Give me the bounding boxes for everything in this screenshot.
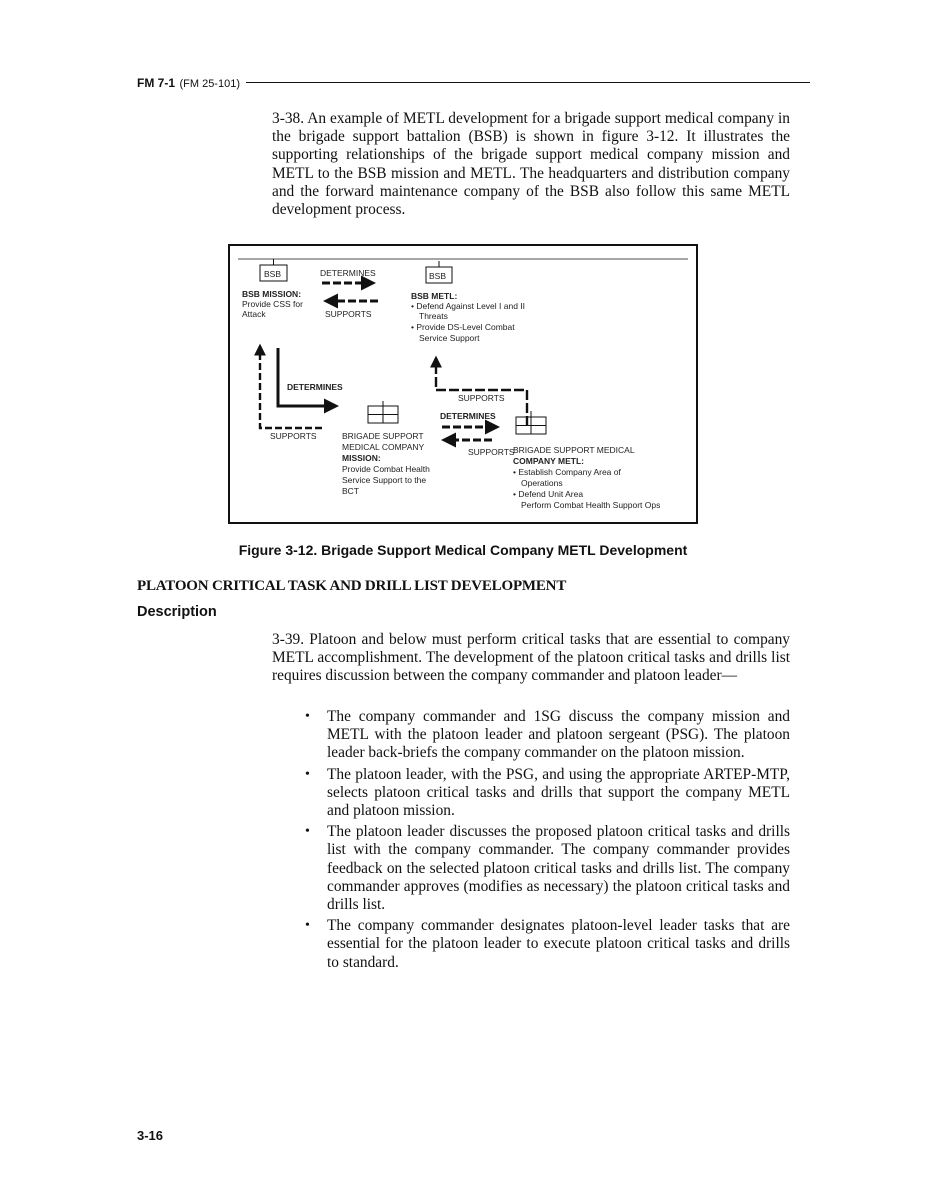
list-item-text: The platoon leader discusses the proposed platoon critical tasks and drills list with the company commander. The company commander provides feedback on the selected platoon critical tasks and drills list. The company commander approves (modifies as necessary) the platoon critical tasks and drills list. [327,823,790,914]
bullet-list [300,708,790,975]
bsmc-mission-line-2: Service Support to the [342,475,427,485]
supports-label-left: SUPPORTS [270,431,317,441]
bsb-mission-line-2: Attack [242,309,266,319]
determines-label-left: DETERMINES [287,382,343,392]
bsmc-metl-title-1: BRIGADE SUPPORT MEDICAL [513,445,635,455]
bullet-glyph: • [305,709,310,724]
subsection-heading: Description [137,604,217,620]
medical-company-symbol-left [368,401,398,423]
determines-label-middle: DETERMINES [440,411,496,421]
bsb-mission-title: BSB MISSION: [242,289,302,299]
supports-label-right: SUPPORTS [458,393,505,403]
bsmc-metl-title-2: COMPANY METL: [513,456,584,466]
supports-label-top: SUPPORTS [325,309,372,319]
supports-label-middle: SUPPORTS [468,447,515,457]
manual-number: FM 7-1 [137,76,176,90]
bsb-unit-symbol-right [426,261,452,283]
list-item [300,917,790,972]
bsb-metl-line-2: Threats [419,311,448,321]
section-heading: PLATOON CRITICAL TASK AND DRILL LIST DEVELOPMENT [137,578,567,594]
determines-arrow-left [278,348,336,406]
determines-label-top: DETERMINES [320,268,376,278]
bsb-unit-symbol-left [260,259,287,281]
figure-3-12 [228,244,698,524]
metl-diagram [230,246,696,522]
figure-caption: Figure 3-12. Brigade Support Medical Company METL Development [238,542,688,558]
list-item-text: The company commander and 1SG discuss the company mission and METL with the platoon leader and platoon sergeant (PSG). The platoon leader back-briefs the company commander on the platoon mission. [327,708,790,762]
header-text [137,74,246,92]
bullet-glyph: • [305,918,310,934]
bsb-mission-line-1: Provide CSS for [242,299,303,309]
bsb-metl-line-3: • Provide DS-Level Combat [411,322,515,332]
bsmc-mission-title-2: MEDICAL COMPANY [342,442,425,452]
list-item-text: The platoon leader, with the PSG, and using the appropriate ARTEP-MTP, selects platoon critical tasks and drills that support the company METL and platoon mission. [327,765,790,820]
page-number: 3-16 [137,1128,164,1143]
paragraph-3-38: 3-38. An example of METL development for a brigade support medical company in the brigade support battalion (BSB) is shown in figure 3-12. It illustrates the supporting relationships of the brigade support medical company mission and METL to the BSB mission and METL. The headquarters and distribution company and the forward maintenance company of the BSB also follow this same METL development process. [272,110,790,219]
list-item [300,708,790,763]
manual-supersedes: (FM 25-101) [179,78,240,90]
bsb-metl-title: BSB METL: [411,291,458,301]
bsb-label-left: BSB [264,269,282,279]
running-header [137,72,810,92]
bsb-metl-line-1: • Defend Against Level I and II [411,301,526,311]
bsmc-mission-line-1: Provide Combat Health [342,464,430,474]
bsb-metl-line-4: Service Support [419,333,480,343]
bsmc-mission-title-1: BRIGADE SUPPORT [342,431,424,441]
paragraph-3-39: 3-39. Platoon and below must perform critical tasks that are essential to company METL accomplishment. The development of the platoon critical tasks and drills list requires discussion between the company commander and platoon leader— [272,631,790,685]
bsmc-metl-line-2: Operations [521,478,563,488]
list-item [300,766,790,821]
bsmc-mission-title-3: MISSION: [342,453,381,463]
bsmc-metl-line-1: • Establish Company Area of [513,467,621,477]
medical-company-symbol-right [516,411,546,434]
bsmc-metl-line-3: • Defend Unit Area [513,489,584,499]
bsmc-metl-line-4: Perform Combat Health Support Ops [521,500,661,510]
bullet-glyph: • [305,824,310,840]
list-item [300,823,790,914]
bullet-glyph: • [305,766,310,782]
list-item-text: The company commander designates platoon-level leader tasks that are essential for the platoon leader to execute platoon critical tasks and drills to standard. [327,917,790,971]
bsb-label-right: BSB [429,271,447,281]
bsmc-mission-line-3: BCT [342,486,359,496]
